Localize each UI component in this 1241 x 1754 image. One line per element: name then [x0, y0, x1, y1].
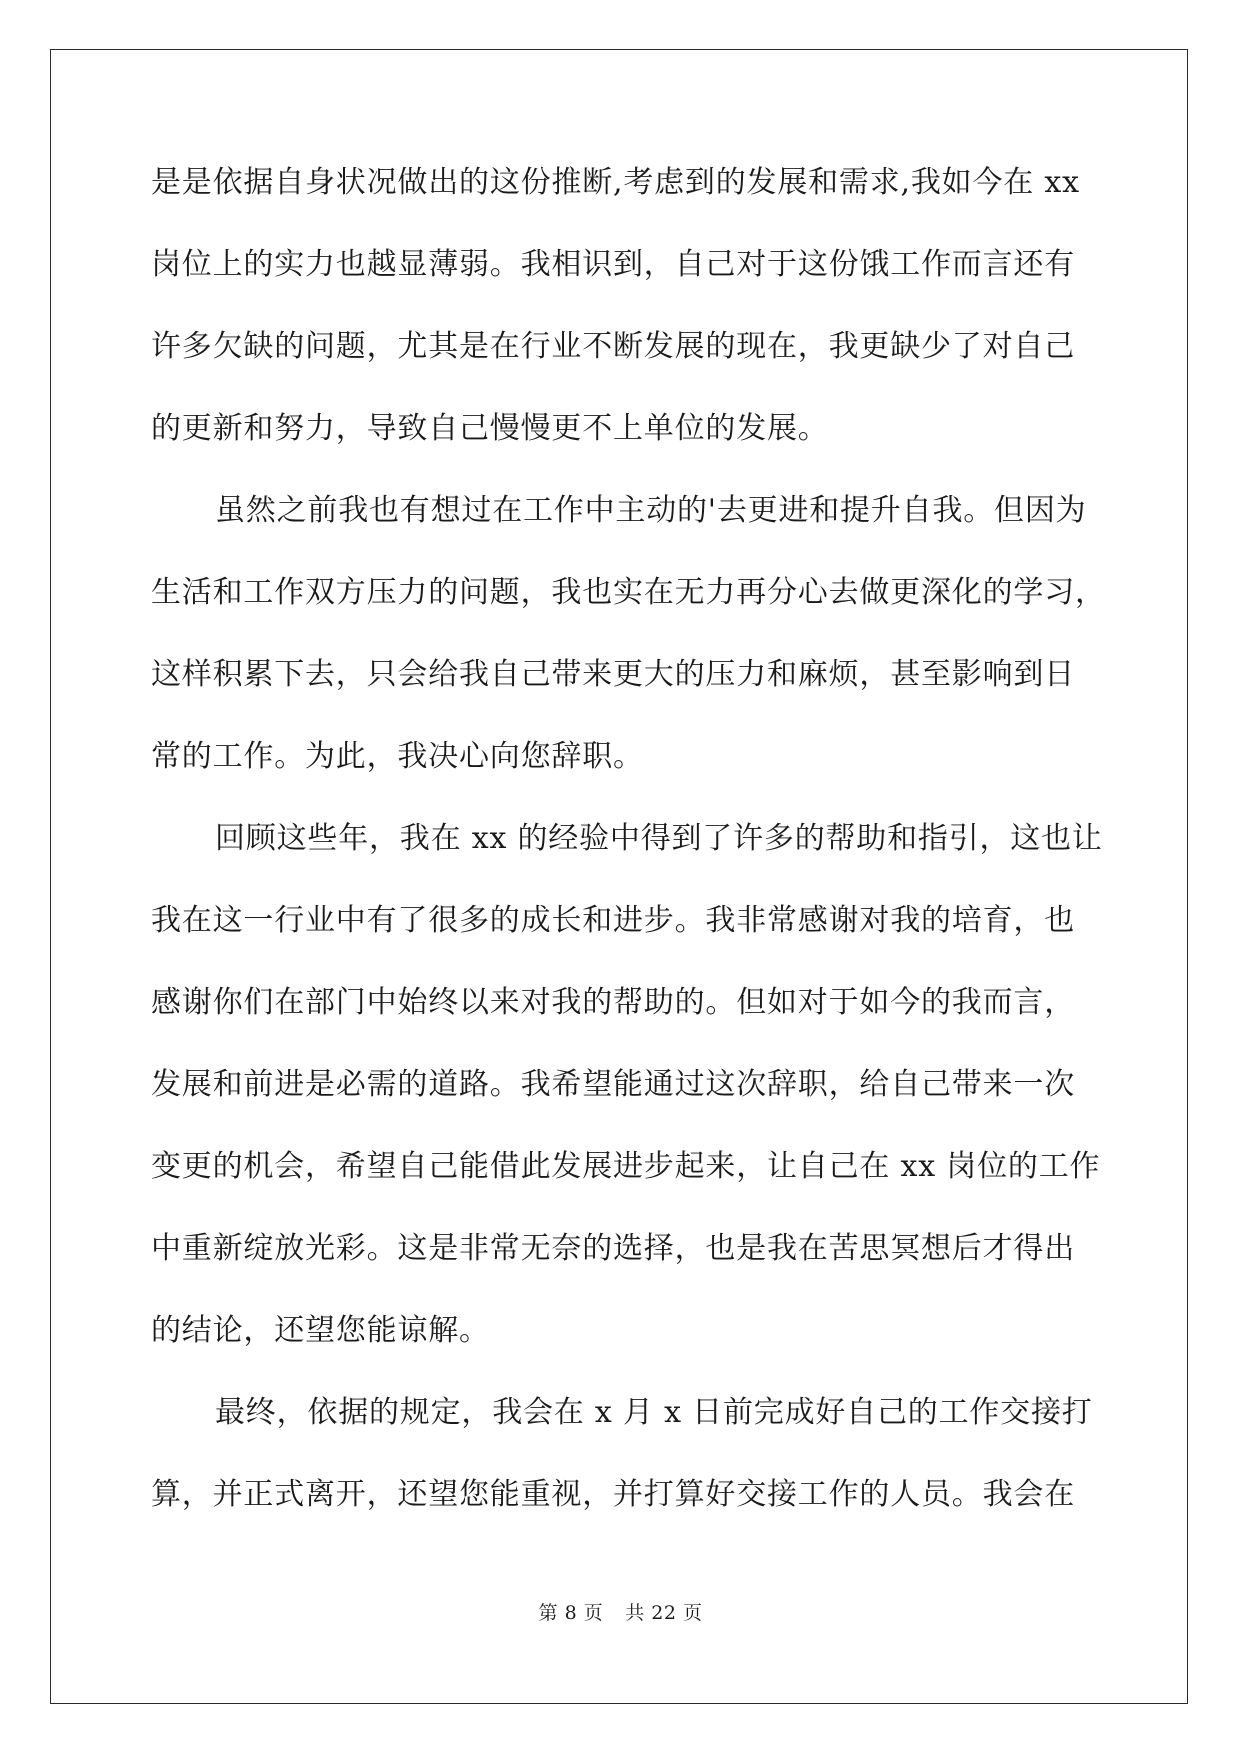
paragraph-3-line-6: 中重新绽放光彩。这是非常无奈的选择，也是我在苦思冥想后才得出 [151, 1231, 1075, 1266]
page-number: 第 8 页 [538, 1602, 604, 1624]
paragraph-3-line-5: 变更的机会，希望自己能借此发展进步起来，让自己在 xx 岗位的工作 [151, 1149, 1101, 1184]
paragraph-1-line-1: 是是依据自身状况做出的这份推断,考虑到的发展和需求,我如今在 xx [151, 165, 1080, 200]
paragraph-2-line-1: 虽然之前我也有想过在工作中主动的'去更进和提升自我。但因为 [215, 493, 1087, 528]
paragraph-3-line-1: 回顾这些年，我在 xx 的经验中得到了许多的帮助和指引，这也让 [215, 821, 1103, 856]
paragraph-3-line-4: 发展和前进是必需的道路。我希望能通过这次辞职，给自己带来一次 [151, 1067, 1075, 1102]
paragraph-3-line-3: 感谢你们在部门中始终以来对我的帮助的。但如对于如今的我而言， [151, 985, 1075, 1020]
document-body [151, 163, 1106, 1557]
paragraph-3-line-2: 我在这一行业中有了很多的成长和进步。我非常感谢对我的培育，也 [151, 903, 1075, 938]
paragraph-2-line-3: 这样积累下去，只会给我自己带来更大的压力和麻烦，甚至影响到日 [151, 657, 1075, 692]
paragraph-2-line-2: 生活和工作双方压力的问题，我也实在无力再分心去做更深化的学习， [151, 575, 1106, 610]
paragraph-2-line-4: 常的工作。为此，我决心向您辞职。 [151, 739, 644, 774]
page-footer [0, 1598, 1241, 1625]
paragraph-4-line-1: 最终，依据的规定，我会在 x 月 x 日前完成好自己的工作交接打 [215, 1395, 1093, 1430]
paragraph-3-line-7: 的结论，还望您能谅解。 [151, 1313, 490, 1348]
paragraph-1-line-4: 的更新和努力，导致自己慢慢更不上单位的发展。 [151, 411, 829, 446]
paragraph-1-line-2: 岗位上的实力也越显薄弱。我相识到，自己对于这份饿工作而言还有 [151, 247, 1075, 282]
paragraph-4-line-2: 算，并正式离开，还望您能重视，并打算好交接工作的人员。我会在 [151, 1477, 1075, 1512]
page-total: 共 22 页 [625, 1602, 703, 1624]
paragraph-1-line-3: 许多欠缺的问题，尤其是在行业不断发展的现在，我更缺少了对自己 [151, 329, 1075, 364]
